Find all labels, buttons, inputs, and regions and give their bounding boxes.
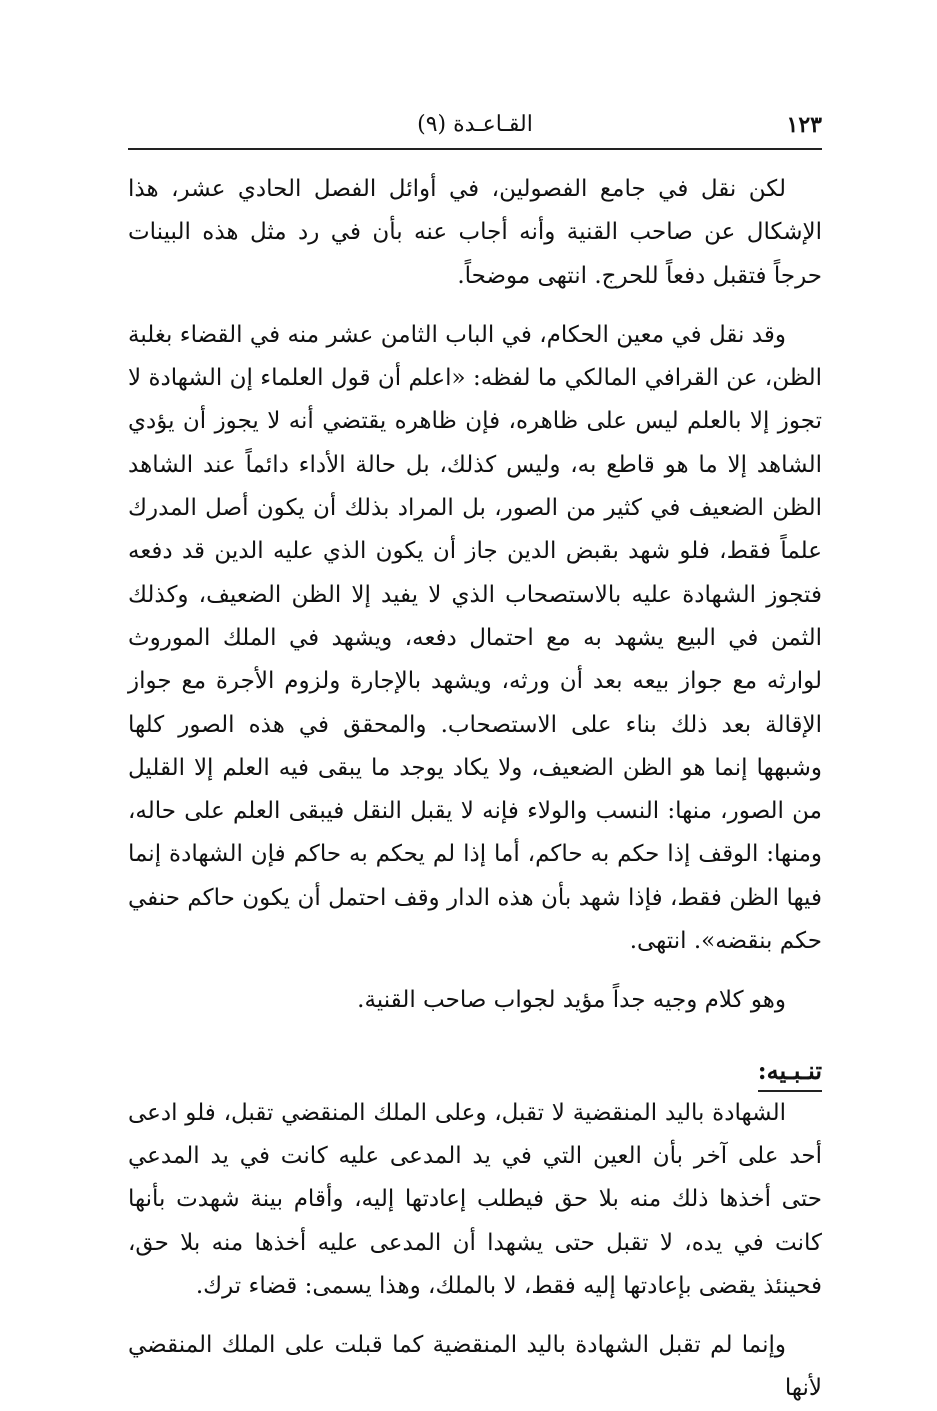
chapter-title: القـاعـدة (٩)	[417, 112, 533, 137]
paragraph-5: وإنما لم تقبل الشهادة باليد المنقضية كما قبلت على الملك المنقضي لأنها	[128, 1332, 822, 1402]
paragraph-2: وقد نقل في معين الحكام، في الباب الثامن عشر منه في القضاء بغلبة الظن، عن القرافي المالكي ما لفظه: «اعلم أن قول العلماء إن الشهادة لا تجوز إلا بالعلم ليس على ظاهره، فإن ظاهره يقتضي أنه لا يجوز أن يؤدي الشاهد إلا ما هو قاطع به، وليس كذلك، بل حالة الأداء دائماً عند الشاهد الظن الضعيف في كثير من الصور، بل المراد بذلك أن يكون أصل المدرك علماً فقط، فلو شهد بقبض الدين جاز أن يكون الذي عليه الدين قد دفعه فتجوز الشهادة عليه بالاستصحاب الذي لا يفيد إلا الظن الضعيف، وكذلك الثمن في البيع يشهد به مع احتمال دفعه، ويشهد في الملك الموروث لوارثه مع جواز بيعه بعد أن ورثه، ويشهد بالإجارة ولزوم الأجرة مع جواز الإقالة بعد ذلك بناء على الاستصحاب. والمحقق في هذه الصور كلها وشبهها إنما هو الظن الضعيف، ولا يكاد يوجد ما يبقى فيه العلم إلا القليل من الصور، منها: النسب والولاء فإنه لا يقبل النقل فيبقى العلم على حاله، ومنها: الوقف إذا حكم به حاكم، أما إذا لم يحكم به حاكم فإن الشهادة إنما فيها الظن فقط، فإذا شهد بأن هذه الدار وقف احتمل أن يكون حاكم حنفي حكم بنقضه». انتهى.	[128, 321, 822, 955]
section-heading	[128, 1053, 822, 1092]
page-number: ١٢٣	[786, 112, 822, 138]
book-page	[128, 108, 822, 1411]
paragraph-4: الشهادة باليد المنقضية لا تقبل، وعلى الملك المنقضي تقبل، فلو ادعى أحد على آخر بأن العين التي في يد المدعى عليه كانت في يد المدعي حتى أخذها ذلك منه بلا حق فيطلب إعادتها إليه، وأقام بينة شهدت بأنها كانت في يده، لا تقبل حتى يشهدا أن المدعى عليه أخذها منه بلا حق، فحينئذ يقضى بإعادتها إليه فقط، لا بالملك، وهذا يسمى: قضاء ترك.	[128, 1099, 822, 1299]
paragraph-3: وهو كلام وجيه جداً مؤيد لجواب صاحب القنية.	[357, 987, 786, 1014]
section-heading-text: تنـبـيه:	[758, 1053, 822, 1092]
paragraph-1: لكن نقل في جامع الفصولين، في أوائل الفصل الحادي عشر، هذا الإشكال عن صاحب القنية وأنه أجاب عنه بأن في رد مثل هذه البينات حرجاً فتقبل دفعاً للحرج. انتهى موضحاً.	[128, 176, 822, 289]
running-header	[128, 108, 822, 150]
body-text	[128, 168, 822, 1411]
